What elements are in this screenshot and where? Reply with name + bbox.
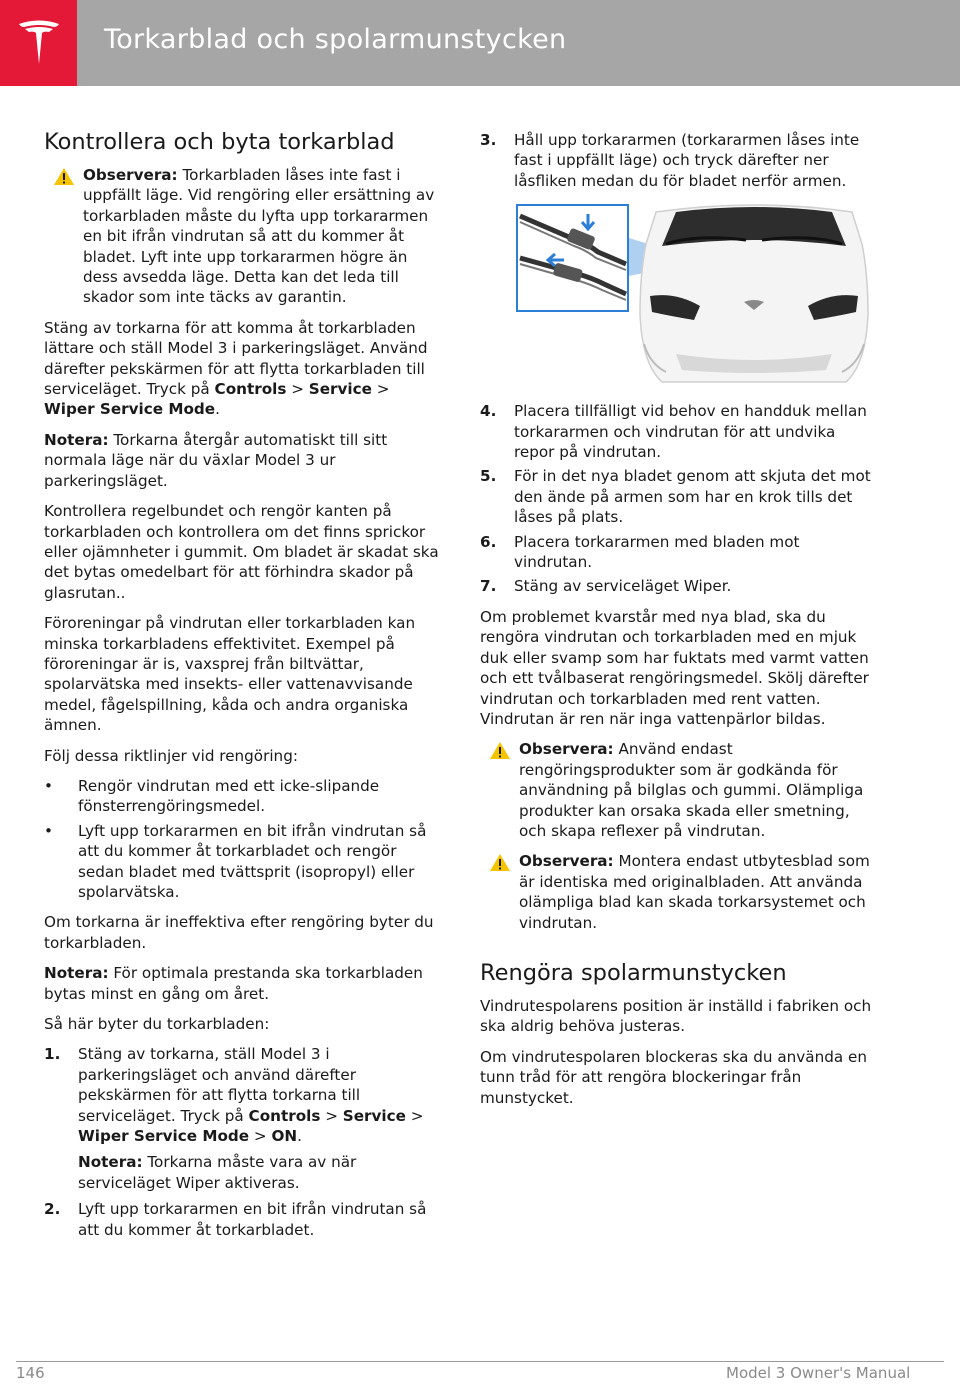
ui-term: Wiper Service Mode <box>78 1127 250 1146</box>
list-item <box>44 776 440 817</box>
list-item-text: Rengör vindrutan med ett icke-slipande fönsterrengöringsmedel. <box>78 776 380 816</box>
step-text: Håll upp torkararmen (torkararmen låses inte fast i uppfällt läge) och tryck därefter ner låsfliken medan du för bladet nerför armen. <box>514 131 860 190</box>
separator: > <box>405 1106 424 1125</box>
step-list <box>480 401 875 597</box>
step-item <box>480 130 875 191</box>
ui-term: ON <box>271 1127 298 1146</box>
warning-label: Observera: <box>519 740 614 759</box>
paragraph: Så här byter du torkarbladen: <box>44 1015 270 1034</box>
section-heading: Rengöra spolarmunstycken <box>480 959 787 986</box>
note <box>44 963 440 1004</box>
step-item <box>480 576 875 596</box>
step-note <box>78 1152 440 1193</box>
warning-icon <box>489 853 511 872</box>
separator: > <box>320 1106 343 1125</box>
warning-text: Montera endast utbytesblad som är identiska med originalbladen. Att använda olämpliga blad kan skada torkarsystemet och vindrutan. <box>519 852 870 932</box>
step-text-body: Stäng av torkarna, ställ Model 3 i parkeringsläget och använd därefter pekskärmen för att flytta torkarna till serviceläget. Tryck på <box>78 1045 361 1125</box>
list-item <box>44 821 440 903</box>
bullet-list <box>44 776 440 902</box>
step-item <box>44 1044 440 1193</box>
step-number: 6. <box>480 532 497 551</box>
tesla-logo <box>0 0 77 86</box>
bullet-icon: • <box>44 821 53 840</box>
step-number: 5. <box>480 467 497 486</box>
arrow-down-icon <box>582 214 594 229</box>
step-text: För in det nya bladet genom att skjuta det mot den ände på armen som har en krok tills det låses på plats. <box>514 467 871 527</box>
ui-term: Service <box>308 380 372 399</box>
paragraph: Om problemet kvarstår med nya blad, ska du rengöra vindrutan och torkarbladen med en mjuk duk eller svamp som har fuktats med varmt vatten och ett tvålbaserat rengöringsmedel. Skölj därefter vindrutan och torkarbladen med rent vatten. Vindrutan är ren när inga vattenpärlor bildas. <box>480 607 869 728</box>
note-label: Notera: <box>78 1153 143 1172</box>
note-label: Notera: <box>44 964 109 983</box>
wiper-blade-detail-image <box>518 206 627 310</box>
ui-term: Service <box>342 1106 406 1125</box>
warning-icon <box>53 167 75 186</box>
separator: > <box>371 380 390 399</box>
section-heading: Kontrollera och byta torkarblad <box>44 129 395 155</box>
bullet-icon: • <box>44 776 53 795</box>
step-number: 1. <box>44 1045 61 1064</box>
separator: > <box>286 380 309 399</box>
note-text: Torkarna måste vara av när serviceläget Wiper aktiveras. <box>78 1153 357 1192</box>
warning-label: Observera: <box>83 166 178 184</box>
step-text: Lyft upp torkararmen en bit ifrån vindrutan så att du kommer åt torkarbladet. <box>78 1200 427 1239</box>
paragraph: Kontrollera regelbundet och rengör kanten på torkarbladen och kontrollera om det finns sprickor eller ojämnheter i gummit. Om bladet är skadat ska det bytas omedelbart för att förhindra skador på glasrutan.. <box>44 502 439 602</box>
step-item <box>480 466 875 527</box>
ui-term: Controls <box>214 380 287 399</box>
page-number: 146 <box>16 1364 45 1382</box>
list-item-text: Lyft upp torkararmen en bit ifrån vindrutan så att du kommer åt torkarbladet och rengör sedan bladet med tvättsprit (isopropyl) eller spolarvätska. <box>78 821 427 901</box>
paragraph: Följ dessa riktlinjer vid rengöring: <box>44 746 298 765</box>
warning-box <box>480 739 875 841</box>
paragraph: Om vindrutespolaren blockeras ska du använda en tunn tråd för att rengöra blockeringar från munstycket. <box>480 1047 867 1107</box>
step-item <box>44 1199 440 1240</box>
warning-box <box>44 165 440 308</box>
ui-term: Controls <box>248 1106 321 1125</box>
step-item <box>480 532 875 573</box>
wiper-illustration <box>516 204 872 384</box>
step-list <box>480 130 875 191</box>
step-text <box>78 1044 440 1146</box>
punctuation: . <box>297 1127 302 1146</box>
step-number: 7. <box>480 577 497 596</box>
paragraph <box>44 318 440 420</box>
warning-text: Torkarbladen låses inte fast i uppfällt läge. Vid rengöring eller ersättning av torkarbladen måste du lyfta upp torkararmen en bit ifrån vindrutan så att du kommer åt bladet. Lyft inte upp torkararmen högre än dess avsedda läge. Detta kan det leda till skador som inte täcks av garantin. <box>83 166 435 307</box>
ui-term: Wiper Service Mode <box>44 400 216 419</box>
warning-box <box>480 851 875 933</box>
right-column <box>480 130 875 1118</box>
separator: > <box>249 1127 272 1146</box>
page-header <box>0 0 960 86</box>
paragraph-text: Stäng av torkarna för att komma åt torkarbladen lättare och ställ Model 3 i parkeringsläget. Använd därefter pekskärmen för att flytta torkarbladen till serviceläget. Tryck på <box>44 318 428 399</box>
page-title: Torkarblad och spolarmunstycken <box>104 24 567 55</box>
warning-label: Observera: <box>519 852 614 871</box>
paragraph: Föroreningar på vindrutan eller torkarbladen kan minska torkarbladens effektivitet. Exempel på föroreningar är is, vaxsprej från biltvättar, spolarvätska med insekts- eller vattenavvisande medel, fågelspillning, kåda och andra organiska ämnen. <box>44 614 416 735</box>
warning-icon <box>489 741 511 760</box>
punctuation: . <box>215 400 220 419</box>
tesla-t-icon <box>16 18 62 68</box>
note-text: För optimala prestanda ska torkarbladen bytas minst en gång om året. <box>44 964 423 1003</box>
car-front-image <box>636 204 872 384</box>
warning-text: Använd endast rengöringsprodukter som är godkända för användning på bilglas och gummi. Olämpliga produkter kan orsaka skada eller smetning, och skapa reflexer på vindrutan. <box>519 740 864 840</box>
step-number: 3. <box>480 131 497 149</box>
step-text: Placera torkararmen med bladen mot vindrutan. <box>514 532 800 572</box>
manual-title: Model 3 Owner's Manual <box>726 1364 911 1382</box>
left-column <box>44 128 440 1250</box>
note-text: Torkarna återgår automatiskt till sitt normala läge när du växlar Model 3 ur parkeringsläget. <box>44 430 388 490</box>
wiper-detail-inset <box>516 204 629 312</box>
footer-divider <box>16 1361 944 1362</box>
paragraph: Vindrutespolarens position är inställd i fabriken och ska aldrig behöva justeras. <box>480 996 872 1036</box>
step-text: Placera tillfälligt vid behov en handduk mellan torkararmen och vindrutan för att undvika repor på vindrutan. <box>514 402 867 462</box>
step-list <box>44 1044 440 1240</box>
step-number: 2. <box>44 1200 61 1219</box>
paragraph: Om torkarna är ineffektiva efter rengöring byter du torkarbladen. <box>44 913 434 952</box>
step-item <box>480 401 875 462</box>
step-number: 4. <box>480 402 497 421</box>
note-label: Notera: <box>44 430 109 449</box>
step-text: Stäng av serviceläget Wiper. <box>514 577 732 596</box>
note <box>44 430 440 491</box>
